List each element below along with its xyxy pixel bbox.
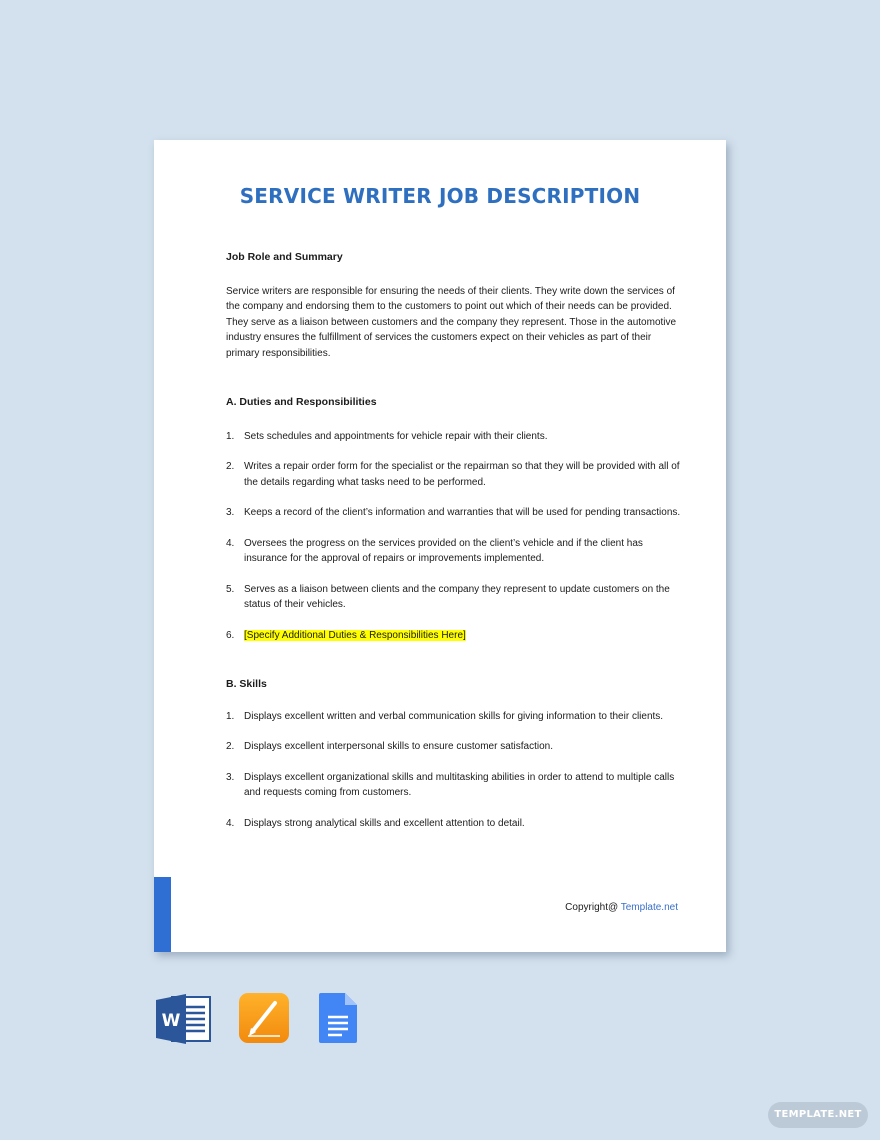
list-text: Sets schedules and appointments for vehicle repair with their clients. <box>244 430 548 442</box>
list-number: 3. <box>226 771 235 783</box>
list-item <box>226 816 682 832</box>
list-item <box>226 505 682 521</box>
template-net-watermark: TEMPLATE.NET <box>768 1102 868 1128</box>
summary-heading: Job Role and Summary <box>226 251 343 263</box>
copyright-line <box>565 902 678 913</box>
list-item <box>226 709 682 725</box>
svg-text:W: W <box>161 1011 181 1031</box>
document-title: SERVICE WRITER JOB DESCRIPTION <box>239 184 641 208</box>
list-item <box>226 770 682 801</box>
document-page <box>154 140 726 952</box>
list-number: 2. <box>226 741 235 752</box>
accent-bar <box>154 877 171 952</box>
list-item <box>226 739 682 755</box>
list-item <box>226 429 682 445</box>
document-content <box>226 250 682 831</box>
skills-heading: B. Skills <box>226 678 267 690</box>
list-number: 2. <box>226 461 235 472</box>
list-text: Displays excellent written and verbal communication skills for giving information to their clients. <box>244 710 664 722</box>
placeholder-highlight[interactable]: [Specify Additional Duties & Responsibilities Here] <box>244 629 466 641</box>
summary-paragraph: Service writers are responsible for ensuring the needs of their clients. They write down the services of the company and endorsing them to the customers to point out which of their needs can be provided. They serve as a liaison between customers and the company they represent. Those in the automotive industry ensures the fulfillment of services the customers expect on their vehicles as part of their primary responsibilities. <box>226 285 677 359</box>
list-number: 5. <box>226 583 235 595</box>
google-docs-icon[interactable] <box>318 992 358 1044</box>
list-item <box>226 459 682 490</box>
copyright-link[interactable]: Template.net <box>620 902 678 913</box>
list-text: Displays excellent interpersonal skills to ensure customer satisfaction. <box>244 741 554 752</box>
list-number: 1. <box>226 430 235 442</box>
list-number: 4. <box>226 537 235 549</box>
list-text: Serves as a liaison between clients and the company they represent to update customers on the status of their vehicles. <box>244 583 670 610</box>
list-text: Keeps a record of the client’s information and warranties that will be used for pending transactions. <box>244 507 681 518</box>
list-text: Displays strong analytical skills and excellent attention to detail. <box>244 817 525 829</box>
word-icon[interactable] <box>154 992 212 1046</box>
list-number: 1. <box>226 710 235 722</box>
skills-list <box>226 709 682 832</box>
duties-heading: A. Duties and Responsibilities <box>226 396 377 408</box>
copyright-label: Copyright@ <box>565 902 619 913</box>
list-item <box>226 628 682 644</box>
list-number: 6. <box>226 629 235 641</box>
pages-icon[interactable] <box>238 992 290 1044</box>
list-number: 4. <box>226 817 235 829</box>
list-item <box>226 536 682 567</box>
duties-list <box>226 429 682 644</box>
list-text: Displays excellent organizational skills and multitasking abilities in order to attend to multiple calls and requests coming from customers. <box>244 771 675 798</box>
list-text: Oversees the progress on the services provided on the client’s vehicle and if the client has insurance for the approval of repairs or improvements implemented. <box>244 537 643 564</box>
list-text: Writes a repair order form for the specialist or the repairman so that they will be provided with all of the details regarding what tasks need to be performed. <box>244 461 680 488</box>
list-item <box>226 582 682 613</box>
list-number: 3. <box>226 507 235 518</box>
